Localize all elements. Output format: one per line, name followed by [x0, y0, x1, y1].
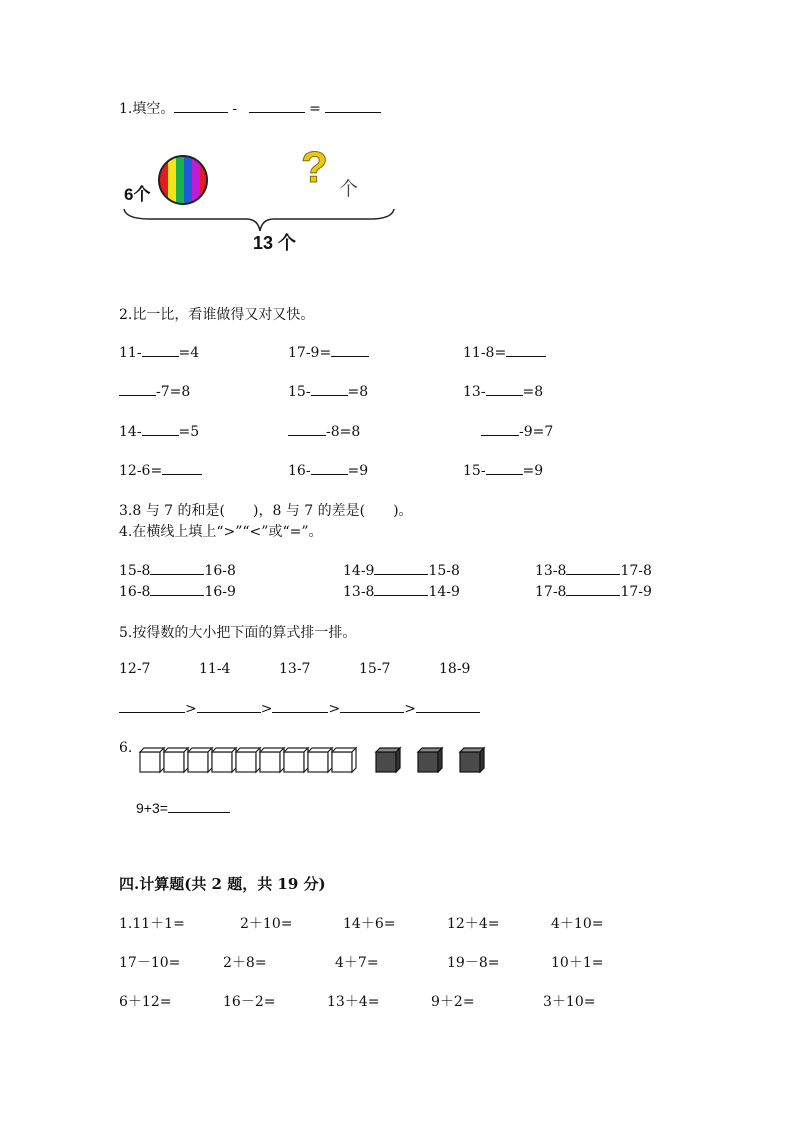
compare-blank[interactable]: [566, 583, 620, 596]
white-cube-icon: [236, 748, 260, 772]
calc-r1-c3: 14＋6=: [343, 916, 396, 932]
answer-blank[interactable]: [119, 383, 156, 396]
answer-blank[interactable]: [288, 423, 326, 436]
calc-r2-c5: 10＋1=: [551, 955, 604, 971]
white-cube-icon: [188, 748, 212, 772]
q2-r4-c2: 16- =9: [288, 463, 369, 479]
calc-r3-c4: 9＋2=: [431, 994, 475, 1010]
white-cube-icon: [284, 748, 308, 772]
white-cube-icon: [212, 748, 236, 772]
cubes-illustration: [138, 744, 498, 778]
q5-title: 5.按得数的大小把下面的算式排一排。: [119, 625, 357, 641]
q1-text: 1.填空。: [119, 101, 175, 117]
q2-r2-c1: -7=8: [119, 383, 190, 400]
minus-sign: -: [232, 101, 238, 117]
section-4-title: 四.计算题(共 2 题，共 19 分): [119, 875, 326, 893]
white-cube-icon: [332, 748, 356, 772]
q5-item-3: 13-7: [279, 661, 311, 677]
calc-r2-c1: 17－10=: [119, 955, 181, 971]
answer-blank[interactable]: [481, 423, 519, 436]
q5-order-row: > > > >: [119, 700, 480, 717]
order-blank[interactable]: [119, 700, 185, 713]
white-cube-icon: [164, 748, 188, 772]
q2-title: 2.比一比，看谁做得又对又快。: [119, 307, 315, 323]
q1-blank-3[interactable]: [325, 100, 381, 113]
ball-count-label: 6个: [124, 185, 151, 204]
calc-r1-c5: 4＋10=: [551, 916, 604, 932]
q2-r2-c2: 15- =8: [288, 384, 369, 400]
answer-blank[interactable]: [142, 344, 179, 357]
q2-r3-c2: -8=8: [288, 423, 360, 440]
calc-r3-c5: 3＋10=: [543, 994, 596, 1010]
calc-r1-c2: 2＋10=: [240, 916, 293, 932]
compare-blank[interactable]: [150, 562, 204, 575]
q2-r3-c1: 14- =5: [119, 424, 200, 440]
order-blank[interactable]: [340, 700, 404, 713]
dark-cube-icon: [460, 748, 484, 772]
total-label: 13 个: [253, 233, 297, 253]
order-blank[interactable]: [416, 700, 480, 713]
question-mark-icon: ?: [301, 143, 328, 192]
q6-number: 6.: [119, 740, 133, 756]
compare-blank[interactable]: [150, 583, 204, 596]
q2-r1-c3: 11-8=: [463, 344, 546, 361]
q1-prompt: [119, 98, 381, 118]
q2-r1-c1: 11- =4: [119, 345, 200, 361]
answer-blank[interactable]: [311, 462, 348, 475]
order-blank[interactable]: [197, 700, 261, 713]
q6-expression: 9+3=: [136, 800, 230, 816]
calc-r1-c1: 1.11＋1=: [119, 916, 185, 932]
answer-blank[interactable]: [506, 344, 546, 357]
q4-r1-c2: 14-9 15-8: [343, 563, 460, 579]
calc-r1-c4: 12＋4=: [447, 916, 500, 932]
dark-cube-icon: [376, 748, 400, 772]
q5-item-5: 18-9: [439, 661, 471, 677]
q1-blank-1[interactable]: [174, 100, 228, 113]
compare-blank[interactable]: [374, 562, 428, 575]
answer-blank[interactable]: [168, 800, 230, 813]
calc-r3-c2: 16－2=: [223, 994, 276, 1010]
answer-blank[interactable]: [162, 462, 202, 475]
white-cube-icon: [140, 748, 164, 772]
q5-item-2: 11-4: [199, 661, 231, 677]
q2-r3-c3: -9=7: [481, 423, 553, 440]
compare-blank[interactable]: [374, 583, 428, 596]
answer-blank[interactable]: [311, 383, 348, 396]
answer-blank[interactable]: [486, 462, 523, 475]
unknown-count-label: 个: [339, 179, 359, 200]
q2-r4-c3: 15- =9: [463, 463, 544, 479]
q4-r2-c1: 16-8 16-9: [119, 584, 236, 600]
ball-icon: [156, 153, 210, 207]
q2-r4-c1: 12-6=: [119, 462, 202, 479]
white-cube-icon: [308, 748, 332, 772]
calc-r2-c3: 4＋7=: [335, 955, 379, 971]
q1-blank-2[interactable]: [249, 100, 305, 113]
q4-title: 4.在横线上填上“>”“<”或“=”。: [119, 524, 323, 540]
q4-r1-c3: 13-8 17-8: [535, 563, 652, 579]
q4-r2-c2: 13-8 14-9: [343, 584, 460, 600]
calc-r2-c4: 19－8=: [447, 955, 500, 971]
white-cube-icon: [260, 748, 284, 772]
q5-item-4: 15-7: [359, 661, 391, 677]
q2-r1-c2: 17-9=: [288, 344, 369, 361]
answer-blank[interactable]: [486, 383, 523, 396]
q4-r1-c1: 15-8 16-8: [119, 563, 236, 579]
dark-cube-icon: [418, 748, 442, 772]
answer-blank[interactable]: [142, 423, 179, 436]
answer-blank[interactable]: [331, 344, 369, 357]
q4-r2-c3: 17-8 17-9: [535, 584, 652, 600]
compare-blank[interactable]: [566, 562, 620, 575]
calc-r2-c2: 2＋8=: [223, 955, 267, 971]
q5-item-1: 12-7: [119, 661, 151, 677]
calc-r3-c3: 13＋4=: [327, 994, 380, 1010]
q2-r2-c3: 13- =8: [463, 384, 544, 400]
equals-sign: =: [309, 101, 321, 117]
q3-text: 3.8 与 7 的和是( )，8 与 7 的差是( )。: [119, 503, 413, 519]
order-blank[interactable]: [272, 700, 328, 713]
calc-r3-c1: 6＋12=: [119, 994, 172, 1010]
